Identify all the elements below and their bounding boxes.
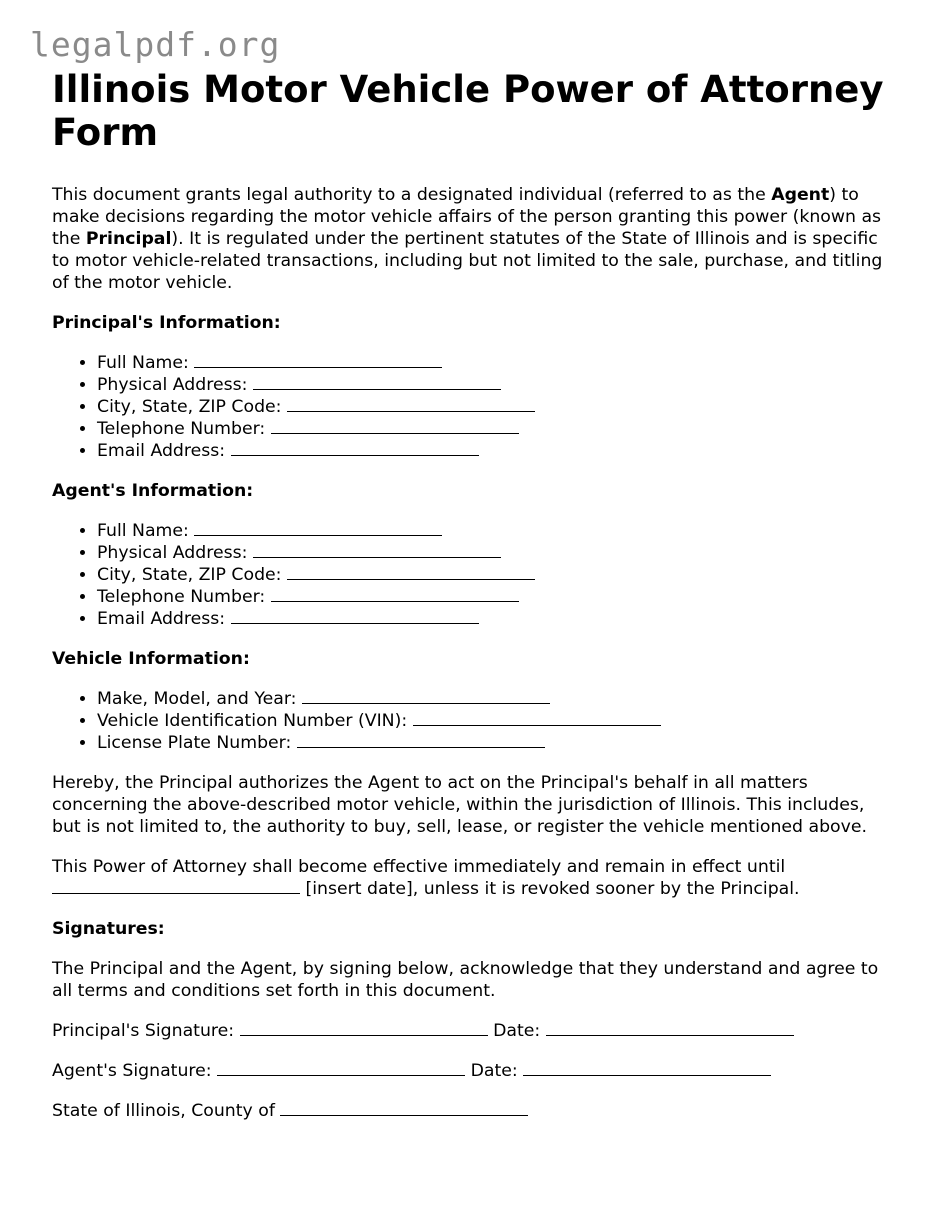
principal-signature-line: Principal's Signature: Date: bbox=[52, 1020, 897, 1042]
agent-term: Agent bbox=[771, 185, 830, 205]
agent-address-item: • Physical Address: bbox=[97, 542, 897, 564]
intro-text-2: ) to make decisions regarding the motor vehicle affairs of the person granting this power (known as the bbox=[52, 185, 882, 249]
principal-city-field[interactable] bbox=[287, 396, 535, 412]
effective-paragraph: This Power of Attorney shall become effective immediately and remain in effect until [insert date], unless it is revoked sooner by the Principal. bbox=[52, 857, 800, 899]
principal-date-field[interactable] bbox=[546, 1020, 794, 1036]
agent-date-field[interactable] bbox=[523, 1060, 771, 1076]
agent-email-item: • Email Address: bbox=[97, 608, 897, 630]
agent-email-field[interactable] bbox=[231, 608, 479, 624]
vehicle-make-field[interactable] bbox=[302, 688, 550, 704]
county-line: State of Illinois, County of bbox=[52, 1100, 897, 1122]
principal-term: Principal bbox=[85, 229, 172, 249]
principal-address-item: • Physical Address: bbox=[97, 374, 897, 396]
vehicle-plate-field[interactable] bbox=[297, 732, 545, 748]
acknowledgment-paragraph: The Principal and the Agent, by signing below, acknowledge that they understand and agree to all terms and conditions set forth in this document. bbox=[52, 959, 879, 1001]
principal-email-item: • Email Address: bbox=[97, 440, 897, 462]
vehicle-info-heading: Vehicle Information: bbox=[52, 649, 250, 669]
principal-signature-field[interactable] bbox=[240, 1020, 488, 1036]
agent-full-name-field[interactable] bbox=[194, 520, 442, 536]
agent-phone-item: • Telephone Number: bbox=[97, 586, 897, 608]
agent-city-item: • City, State, ZIP Code: bbox=[97, 564, 897, 586]
principal-city-item: • City, State, ZIP Code: bbox=[97, 396, 897, 418]
agent-city-field[interactable] bbox=[287, 564, 535, 580]
principal-address-field[interactable] bbox=[253, 374, 501, 390]
document-title: Illinois Motor Vehicle Power of Attorney Form bbox=[52, 68, 884, 154]
agent-signature-field[interactable] bbox=[217, 1060, 465, 1076]
principal-email-field[interactable] bbox=[231, 440, 479, 456]
authorization-paragraph: Hereby, the Principal authorizes the Agent to act on the Principal's behalf in all matters concerning the above-described motor vehicle, within the jurisdiction of Illinois. This includes, but is not limited to, the authority to buy, sell, lease, or register the vehicle mentioned above. bbox=[52, 773, 867, 837]
principal-info-list bbox=[52, 352, 897, 462]
agent-info-heading: Agent's Information: bbox=[52, 481, 254, 501]
agent-full-name-item: • Full Name: bbox=[97, 520, 897, 542]
agent-info-list bbox=[52, 520, 897, 630]
intro-text-1: This document grants legal authority to a designated individual (referred to as the bbox=[52, 185, 772, 205]
principal-full-name-item: • Full Name: bbox=[97, 352, 897, 374]
effective-date-field[interactable] bbox=[52, 878, 300, 894]
intro-paragraph bbox=[52, 184, 897, 294]
county-field[interactable] bbox=[280, 1100, 528, 1116]
agent-phone-field[interactable] bbox=[271, 586, 519, 602]
vehicle-vin-item: • Vehicle Identification Number (VIN): bbox=[97, 710, 897, 732]
watermark-logo: legalpdf.org bbox=[30, 25, 281, 64]
agent-address-field[interactable] bbox=[253, 542, 501, 558]
principal-phone-item: • Telephone Number: bbox=[97, 418, 897, 440]
agent-signature-line: Agent's Signature: Date: bbox=[52, 1060, 897, 1082]
principal-info-heading: Principal's Information: bbox=[52, 313, 281, 333]
principal-full-name-field[interactable] bbox=[194, 352, 442, 368]
signatures-heading: Signatures: bbox=[52, 919, 165, 939]
vehicle-vin-field[interactable] bbox=[413, 710, 661, 726]
vehicle-make-item: • Make, Model, and Year: bbox=[97, 688, 897, 710]
intro-text-3: ). It is regulated under the pertinent statutes of the State of Illinois and is specific to motor vehicle-related transactions, including but not limited to the sale, purchase, and titling of the motor vehicle. bbox=[52, 229, 883, 293]
vehicle-info-list bbox=[52, 688, 897, 754]
vehicle-plate-item: • License Plate Number: bbox=[97, 732, 897, 754]
document-page bbox=[52, 68, 897, 1140]
principal-phone-field[interactable] bbox=[271, 418, 519, 434]
